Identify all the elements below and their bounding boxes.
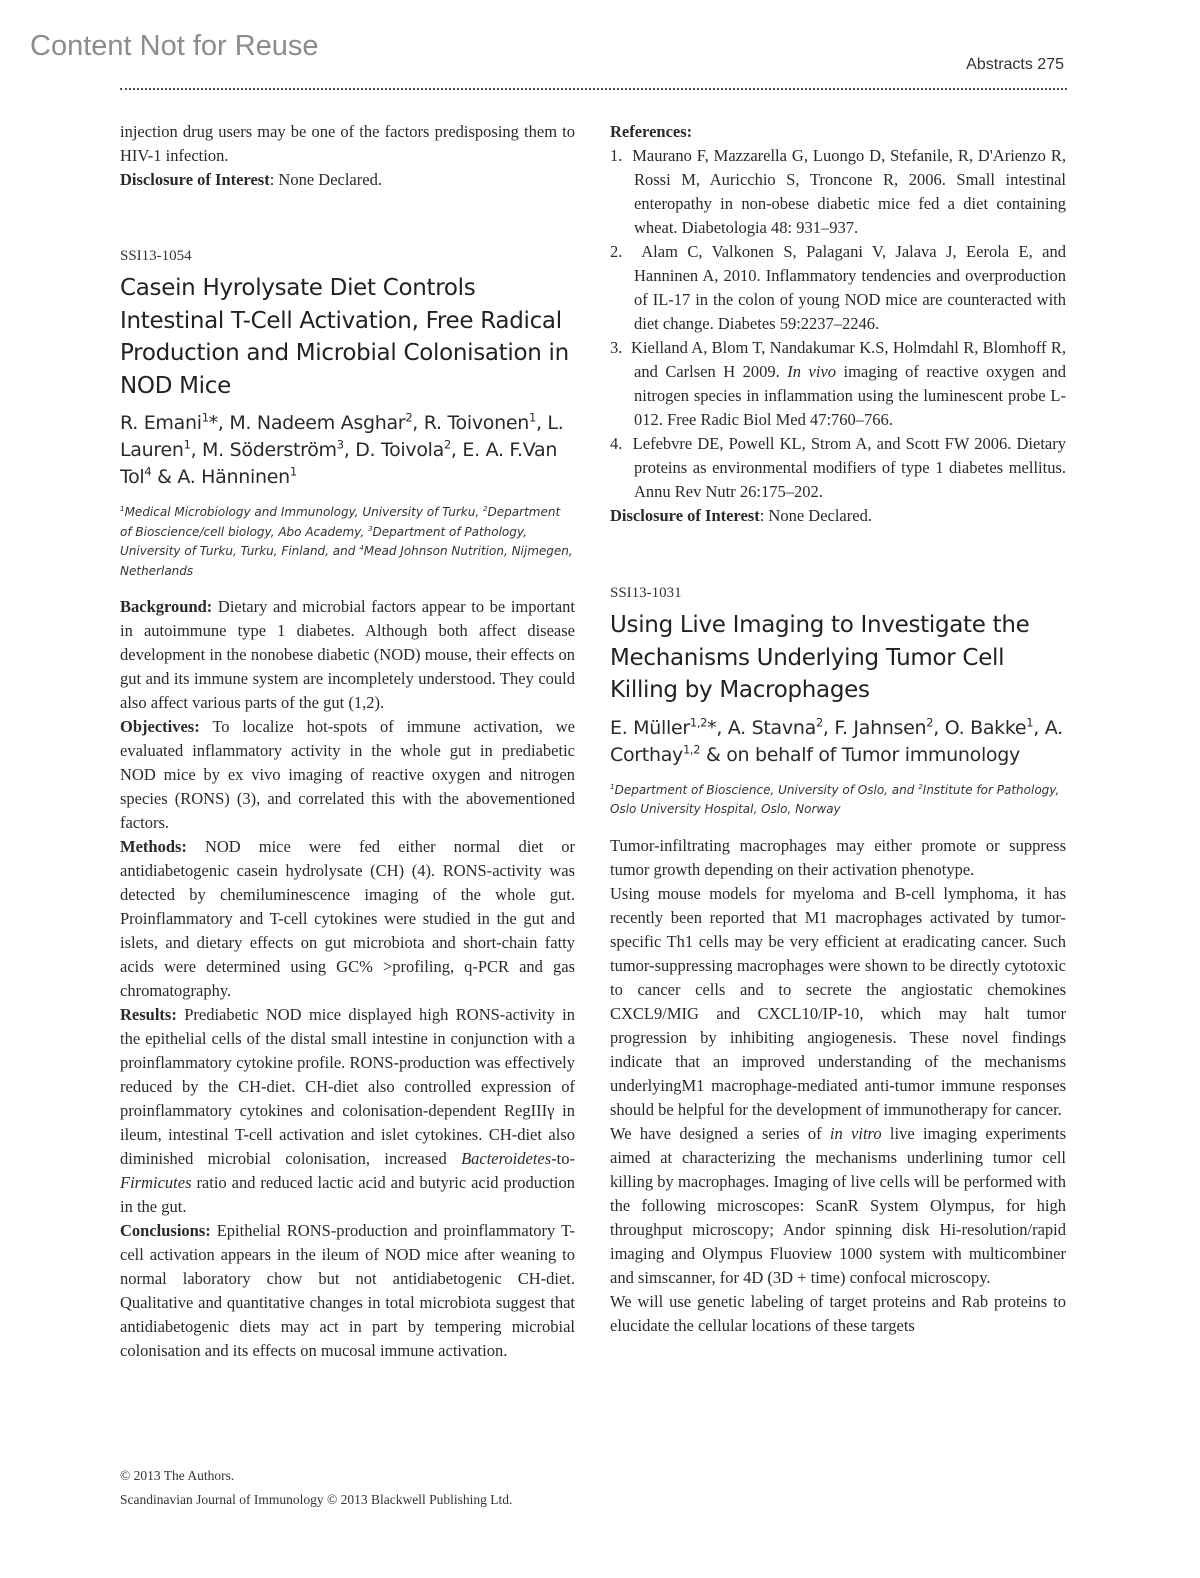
disclosure-label: Disclosure of Interest: [120, 170, 270, 189]
author-affiliation-mark: 2: [926, 715, 934, 730]
author-name: A. Stavna: [727, 716, 816, 739]
paragraph-text: live imaging experiments aimed at characterizing the mechanisms underlining tumor cell killing by macrophages. Imaging of live cells will be performed with the following microscopes: ScanR System Olympus, for high throughput microscopy; Andor spinning disk Hi-resolution/rapid imaging and Olympus Fluoview 1000 system with multicombiner and simscanner, for 4D (3D + time) confocal microscopy.: [610, 1123, 1066, 1287]
author-separator: ,: [343, 439, 356, 461]
abstract-code: SSI13-1054: [120, 248, 192, 264]
author-affiliation-mark: 1: [183, 437, 191, 452]
carryover-text: injection drug users may be one of the factors predisposing them to HIV-1 infection.: [120, 122, 575, 165]
author-name: E. A. F.Van Tol: [120, 439, 558, 488]
corresponding-author-mark: *: [707, 716, 717, 739]
paragraph-text: We have designed a series of: [610, 1123, 830, 1143]
section-label: Objectives:: [120, 717, 200, 736]
author-name: R. Toivonen: [423, 412, 529, 434]
author-separator: ,: [1033, 716, 1045, 739]
author-name: O. Bakke: [944, 716, 1027, 739]
affiliation-number: 1: [610, 781, 615, 791]
italic-term: Firmicutes: [120, 1173, 192, 1192]
section-text: -to-: [551, 1149, 575, 1168]
author-separator: ,: [412, 412, 424, 434]
author-separator: ,: [190, 439, 203, 461]
body-paragraph: Using mouse models for myeloma and B-cell lymphoma, it has recently been reported that M1 macrophages activated by tumor-specific Th1 cells may be very efficient at eradicating cancer. Such tumor-suppressing macrophages were shown to be directly cytotoxic to cancer cells and to secrete the angiostatic chemokines CXCL9/MIG and CXCL10/IP-10, which may halt tumor progression by inhibiting angiogenesis. These novel findings indicate that an improved understanding of the mechanisms underlyingM1 macrophage-mediated anti-tumor immune responses should be helpful for the development of immunotherapy for cancer.: [610, 883, 1066, 1119]
abstract-title: Using Live Imaging to Investigate the Mechanisms Underlying Tumor Cell Killing by Macrophages: [610, 612, 1030, 703]
section-label: Methods:: [120, 837, 187, 856]
affiliation-number: 2: [918, 781, 923, 791]
journal-line: Scandinavian Journal of Immunology © 2013 Blackwell Publishing Ltd.: [120, 1492, 513, 1507]
page-footer: [120, 1464, 512, 1512]
body-paragraph: Tumor-infiltrating macrophages may either promote or suppress tumor growth depending on their activation phenotype.: [610, 835, 1066, 879]
affiliation-text: Institute for Pathology, Oslo University Hospital, Oslo, Norway: [610, 782, 1060, 816]
author-separator: ,: [450, 439, 463, 461]
author-affiliation-mark: 1: [528, 410, 536, 425]
affiliation-number: 1: [120, 504, 125, 513]
author-separator: ,: [822, 716, 835, 739]
disclosure: [120, 168, 575, 192]
section-background: [120, 595, 575, 715]
reference-item: [610, 240, 1066, 336]
reference-number: 1.: [610, 146, 623, 165]
section-text: Epithelial RONS-production and proinflammatory T-cell activation appears in the ileum of NOD mice after weaning to normal laboratory chow but not antidiabetogenic CH-diet. Qualitative and quantitative changes in total microbiota suggest that antidiabetogenic diets may act in part by tempering microbial colonisation and its effects on mucosal immune activation.: [120, 1221, 575, 1360]
section-label: Conclusions:: [120, 1221, 211, 1240]
disclosure-label: Disclosure of Interest: [610, 506, 760, 525]
body-paragraph: We will use genetic labeling of target proteins and Rab proteins to elucidate the cellular locations of these targets: [610, 1291, 1066, 1335]
reference-number: 2.: [610, 242, 623, 261]
author-affiliation-mark: 1,2: [689, 715, 708, 730]
affiliation-text: Department of Bioscience/cell biology, Abo Academy,: [120, 505, 561, 539]
abstract-code: SSI13-1031: [610, 585, 682, 601]
affiliation-number: 3: [367, 523, 373, 533]
reference-text: Maurano F, Mazzarella G, Luongo D, Stefanile, R, D'Arienzo R, Rossi M, Auricchio S, Troncone R, 2006. Small intestinal enteropathy in non-obese diabetic mice fed a diet containing wheat. Diabetologia 48: 931–937.: [632, 146, 1067, 237]
affiliation-text: Department of Pathology, University of Turku, Turku, Finland, and: [120, 524, 527, 558]
author-separator: &: [151, 466, 178, 488]
watermark: Content Not for Reuse: [30, 30, 319, 62]
author-separator: ,: [933, 716, 945, 739]
affiliation-text: Department of Bioscience, University of Oslo, and: [614, 782, 919, 797]
author-name: R. Emani: [120, 412, 202, 434]
affiliation-number: 2: [482, 504, 488, 513]
references-heading: [610, 120, 1066, 144]
author-list: [610, 715, 1066, 769]
disclosure-value: : None Declared.: [269, 170, 382, 189]
italic-term: Bacteroidetes: [461, 1149, 552, 1168]
section-text: To localize hot-spots of immune activation, we evaluated inflammatory activity in the whole gut in prediabetic NOD mice by ex vivo imaging of reactive oxygen and nitrogen species (RONS) (3), and correlated this with the abovementioned factors.: [120, 717, 575, 832]
author-affiliation-mark: 1: [289, 464, 297, 479]
author-separator: ,: [716, 716, 728, 739]
author-name: A. Corthay: [610, 716, 1063, 766]
disclosure-value: : None Declared.: [759, 506, 872, 525]
reference-text: Lefebvre DE, Powell KL, Strom A, and Scott FW 2006. Dietary proteins as environmental modifiers of type 1 diabetes mellitus. Annu Rev Nutr 26:175–202.: [632, 434, 1066, 501]
author-name: D. Toivola: [355, 439, 444, 461]
section-objectives: [120, 715, 575, 835]
section-text: NOD mice were fed either normal diet or antidiabetogenic casein hydrolysate (CH) (4). RONS-activity was detected by chemiluminescence imaging of the whole gut. Proinflammatory and T-cell cytokines were studied in the gut and islets, and dietary effects on gut microbiota and short-chain fatty acids were determined using GC% >profiling, q-PCR and gas chromatography.: [120, 837, 575, 1000]
reference-text: Kielland A, Blom T, Nandakumar K.S, Holmdahl R, Blomhoff R, and Carlsen H 2009.: [631, 338, 1067, 381]
section-conclusions: [120, 1219, 575, 1363]
abstract-title: Casein Hyrolysate Diet Controls Intestinal T-Cell Activation, Free Radical Production and Microbial Colonisation in NOD Mice: [120, 275, 569, 399]
section-label: Results:: [120, 1005, 177, 1024]
reference-item: [610, 432, 1066, 504]
author-affiliation-mark: 2: [443, 437, 451, 452]
section-results: [120, 1003, 575, 1219]
body-paragraph: [610, 1122, 1066, 1290]
affiliation-number: 4: [359, 543, 364, 552]
author-list: [120, 410, 575, 491]
corresponding-author-mark: *: [208, 412, 218, 434]
affiliation-text: Mead Johnson Nutrition, Nijmegen, Netherlands: [120, 544, 573, 578]
author-affiliation-mark: 2: [405, 410, 413, 425]
reference-item: [610, 144, 1066, 240]
reference-item: [610, 336, 1066, 432]
author-affiliation-mark: 3: [336, 437, 344, 452]
author-name: F. Jahnsen: [834, 716, 927, 739]
section-label: Background:: [120, 597, 213, 616]
section-text: ratio and reduced lactic acid and butyric acid production in the gut.: [120, 1173, 575, 1216]
author-separator: & on behalf of Tumor immunology: [700, 743, 1020, 766]
section-text: Prediabetic NOD mice displayed high RONS-activity in the epithelial cells of the distal small intestine in conjunction with a proinflammatory cytokine profile. RONS-production was effectively reduced by the CH-diet. CH-diet also controlled expression of proinflammatory cytokines and colonisation-dependent RegIIIγ in ileum, intestinal T-cell activation and islet cytokines. CH-diet also diminished microbial colonisation, increased: [120, 1005, 575, 1168]
right-column: [610, 120, 1066, 1338]
author-name: L. Lauren: [120, 412, 564, 461]
author-affiliation-mark: 1,2: [682, 742, 701, 757]
author-affiliation-mark: 1: [201, 410, 209, 425]
author-affiliation-mark: 2: [815, 715, 823, 730]
left-column: [120, 120, 575, 1363]
italic-term: in vitro: [829, 1123, 882, 1143]
section-text: Dietary and microbial factors appear to be important in autoimmune type 1 diabetes. Although both affect disease development in the nonobese diabetic (NOD) mouse, their effects on gut and its immune system are incompletely understood. They could also affect various parts of the gut (1,2).: [120, 597, 575, 712]
affiliation-text: Medical Microbiology and Immunology, University of Turku,: [124, 505, 483, 519]
author-name: M. Söderström: [202, 439, 337, 461]
copyright-line: © 2013 The Authors.: [120, 1468, 235, 1483]
author-name: E. Müller: [610, 716, 690, 739]
reference-number: 4.: [610, 434, 623, 453]
italic-term: In vivo: [787, 362, 837, 381]
author-name: M. Nadeem Asghar: [229, 412, 406, 434]
author-name: A. Hänninen: [177, 466, 290, 488]
affiliations: [120, 503, 575, 581]
section-methods: [120, 835, 575, 1003]
affiliations: [610, 781, 1066, 820]
references-label: References:: [610, 122, 693, 141]
reference-text: Alam C, Valkonen S, Palagani V, Jalava J, Eerola E, and Hanninen A, 2010. Inflammatory tendencies and overproduction of IL-17 in the colon of young NOD mice are counteracted with diet change. Diabetes 59:2237–2246.: [634, 242, 1066, 333]
header-rule: [120, 88, 1067, 90]
author-separator: ,: [535, 412, 548, 434]
author-affiliation-mark: 4: [144, 464, 152, 479]
reference-number: 3.: [610, 338, 623, 357]
reference-text: imaging of reactive oxygen and nitrogen species in inflammation using the luminescent probe L-012. Free Radic Biol Med 47:760–766.: [634, 362, 1066, 429]
disclosure: [610, 504, 1066, 528]
author-separator: ,: [217, 412, 230, 434]
author-affiliation-mark: 1: [1026, 715, 1034, 730]
page-header: Abstracts 275: [966, 56, 1064, 73]
